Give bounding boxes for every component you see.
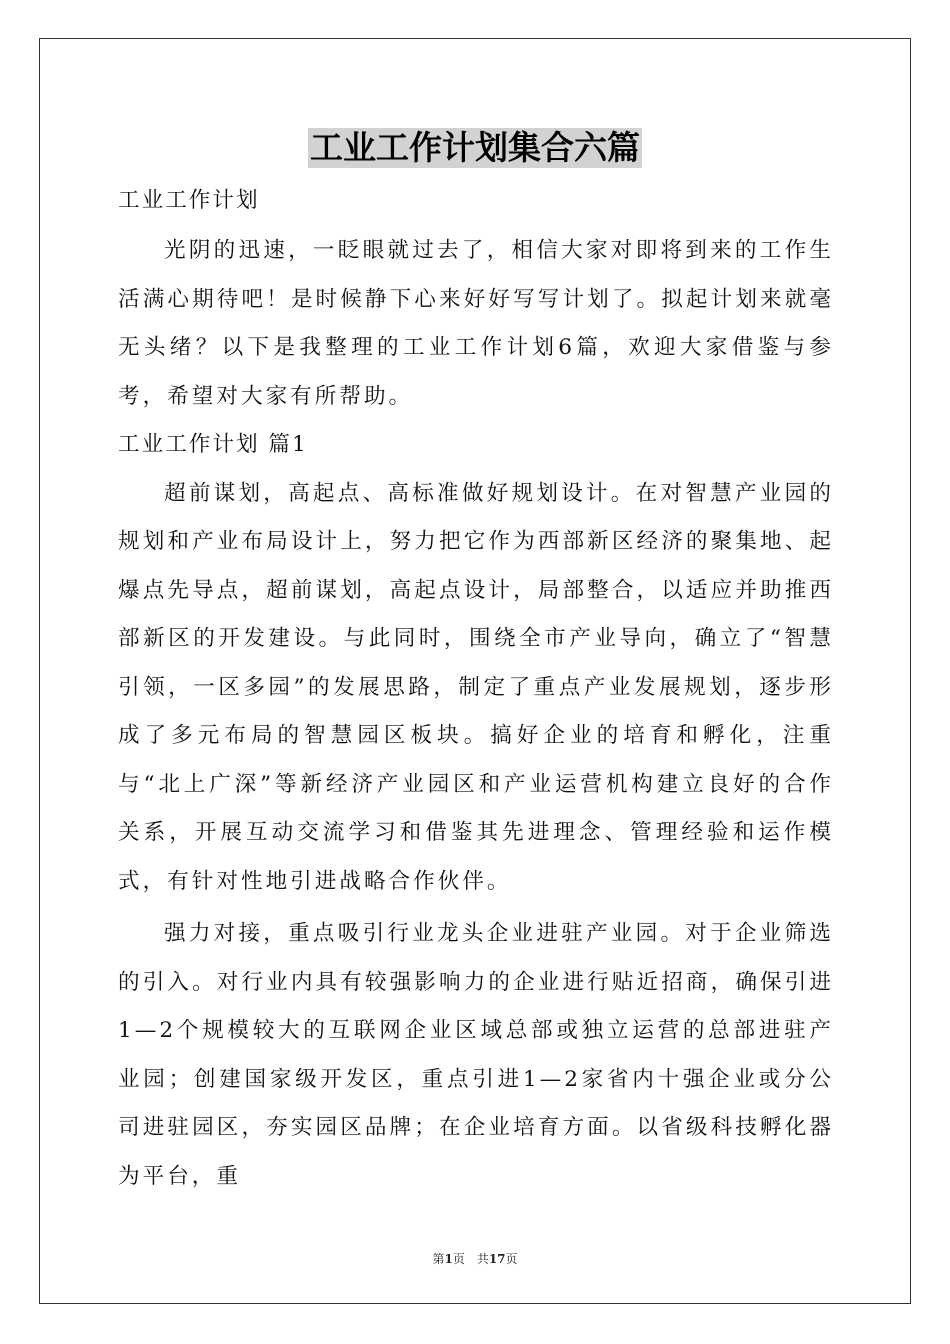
page-footer: [0, 1250, 950, 1267]
intro-paragraph: 光阴的迅速，一眨眼就过去了，相信大家对即将到来的工作生活满心期待吧！是时候静下心来好好写写计划了。拟起计划来就毫无头绪？以下是我整理的工业工作计划6篇，欢迎大家借鉴与参考，希望对大家有所帮助。: [118, 238, 834, 409]
footer-page-mid: 页 共: [452, 1252, 489, 1266]
section1-heading: 工业工作计划 篇1: [118, 432, 308, 457]
footer-page-suffix: 页: [505, 1252, 518, 1266]
document-title: 工业工作计划集合六篇: [310, 128, 640, 167]
intro-heading: 工业工作计划: [118, 188, 260, 213]
footer-page-current: 1: [444, 1252, 453, 1266]
footer-page-total: 17: [488, 1252, 506, 1266]
document-body: [118, 183, 834, 1201]
title-container: [0, 128, 950, 168]
footer-page-prefix: 第: [432, 1252, 445, 1266]
section1-paragraph-1: 超前谋划，高起点、高标准做好规划设计。在对智慧产业园的规划和产业布局设计上，努力把它作为西部新区经济的聚集地、起爆点先导点，超前谋划，高起点设计，局部整合，以适应并助推西部新区的开发建设。与此同时，围绕全市产业导向，确立了“智慧引领，一区多园”的发展思路，制定了重点产业发展规划，逐步形成了多元布局的智慧园区板块。搞好企业的培育和孵化，注重与“北上广深”等新经济产业园区和产业运营机构建立良好的合作关系，开展互动交流学习和借鉴其先进理念、管理经验和运作模式，有针对性地引进战略合作伙伴。: [118, 480, 834, 894]
section1-paragraph-2: 强力对接，重点吸引行业龙头企业进驻产业园。对于企业筛选的引入。对行业内具有较强影响力的企业进行贴近招商，确保引进1—2个规模较大的互联网企业区域总部或独立运营的总部进驻产业园；创建国家级开发区，重点引进1—2家省内十强企业或分公司进驻园区，夯实园区品牌；在企业培育方面。以省级科技孵化器为平台，重: [118, 921, 834, 1189]
